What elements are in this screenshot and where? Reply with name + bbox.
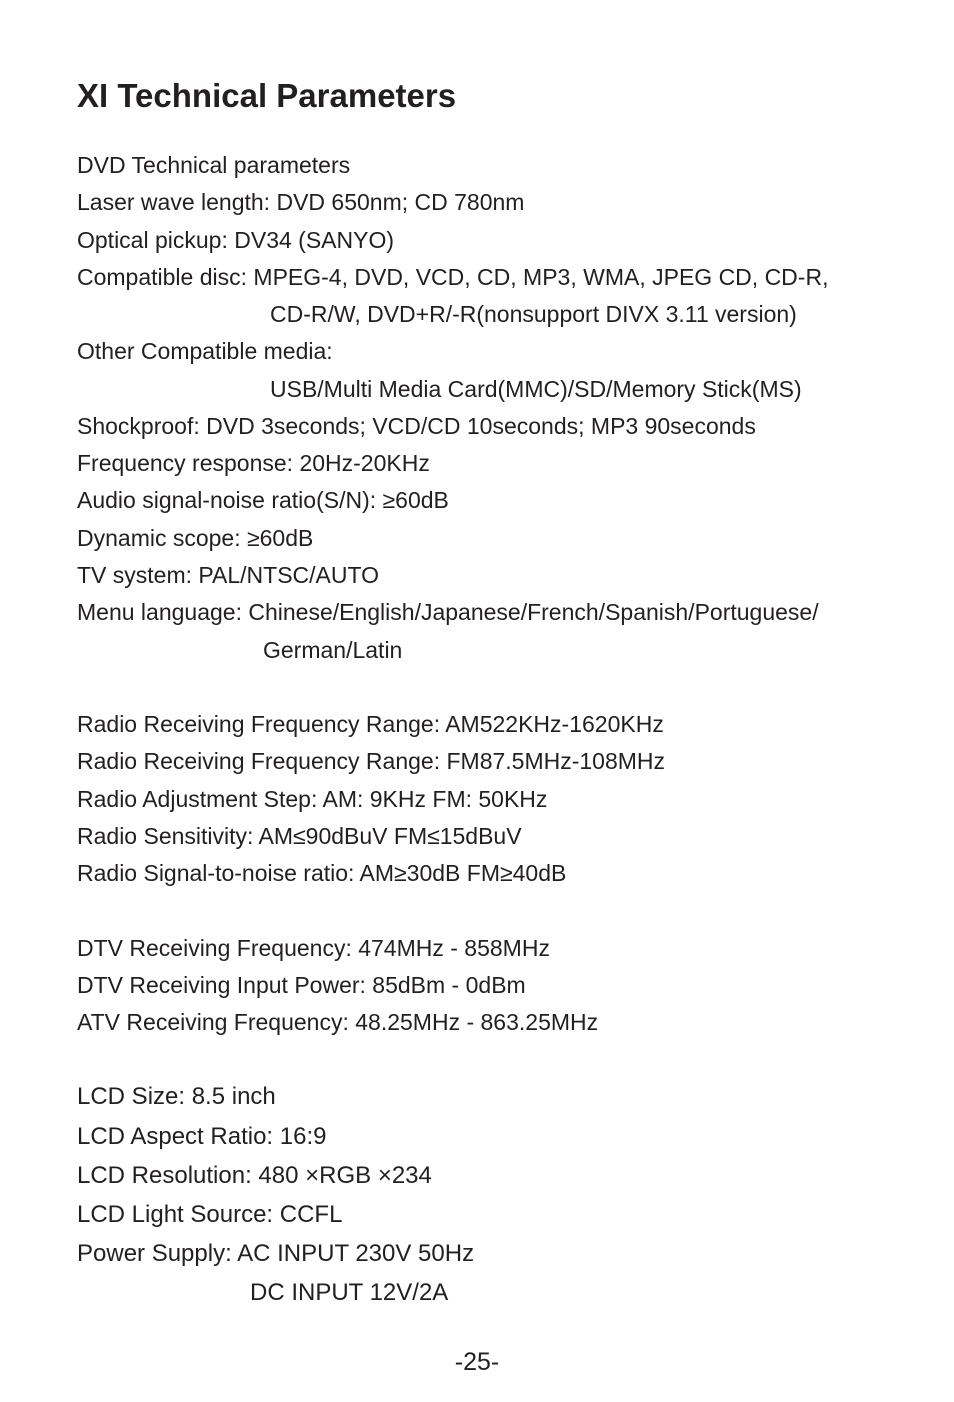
dynamic-scope: Dynamic scope: ≥60dB [77,525,314,551]
frequency-response: Frequency response: 20Hz-20KHz [77,450,430,476]
lcd-resolution: LCD Resolution: 480 ×RGB ×234 [77,1162,432,1189]
power-supply-dc: DC INPUT 12V/2A [250,1279,449,1306]
shockproof: Shockproof: DVD 3seconds; VCD/CD 10seconds; MP3 90seconds [77,413,756,439]
radio-signal-noise-ratio: Radio Signal-to-noise ratio: AM≥30dB FM≥40dB [77,860,567,886]
menu-language-continued: German/Latin [263,637,403,663]
optical-pickup: Optical pickup: DV34 (SANYO) [77,227,395,253]
atv-receiving-frequency: ATV Receiving Frequency: 48.25MHz - 863.25MHz [77,1009,599,1035]
tv-system: TV system: PAL/NTSC/AUTO [77,562,380,588]
lcd-aspect-ratio: LCD Aspect Ratio: 16:9 [77,1123,327,1150]
lcd-size: LCD Size: 8.5 inch [77,1083,276,1110]
power-supply-ac: Power Supply: AC INPUT 230V 50Hz [77,1240,475,1267]
other-compatible-media: Other Compatible media: [77,338,333,364]
laser-wave-length: Laser wave length: DVD 650nm; CD 780nm [77,189,525,215]
compatible-disc-continued: CD-R/W, DVD+R/-R(nonsupport DIVX 3.11 version) [270,301,797,327]
lcd-light-source: LCD Light Source: CCFL [77,1201,343,1228]
menu-language: Menu language: Chinese/English/Japanese/French/Spanish/Portuguese/ [77,599,819,625]
page-title: XI Technical Parameters [77,77,457,114]
radio-am-range: Radio Receiving Frequency Range: AM522KHz-1620KHz [77,711,664,737]
compatible-disc: Compatible disc: MPEG-4, DVD, VCD, CD, MP3, WMA, JPEG CD, CD-R, [77,264,829,290]
radio-adjustment-step: Radio Adjustment Step: AM: 9KHz FM: 50KHz [77,786,548,812]
dvd-heading: DVD Technical parameters [77,152,351,178]
audio-signal-noise-ratio: Audio signal-noise ratio(S/N): ≥60dB [77,487,449,513]
radio-sensitivity: Radio Sensitivity: AM≤90dBuV FM≤15dBuV [77,823,522,849]
radio-fm-range: Radio Receiving Frequency Range: FM87.5MHz-108MHz [77,748,666,774]
page-number: -25- [454,1348,500,1376]
other-compatible-media-list: USB/Multi Media Card(MMC)/SD/Memory Stick(MS) [270,376,802,402]
dtv-receiving-input-power: DTV Receiving Input Power: 85dBm - 0dBm [77,972,526,998]
dtv-receiving-frequency: DTV Receiving Frequency: 474MHz - 858MHz [77,935,550,961]
